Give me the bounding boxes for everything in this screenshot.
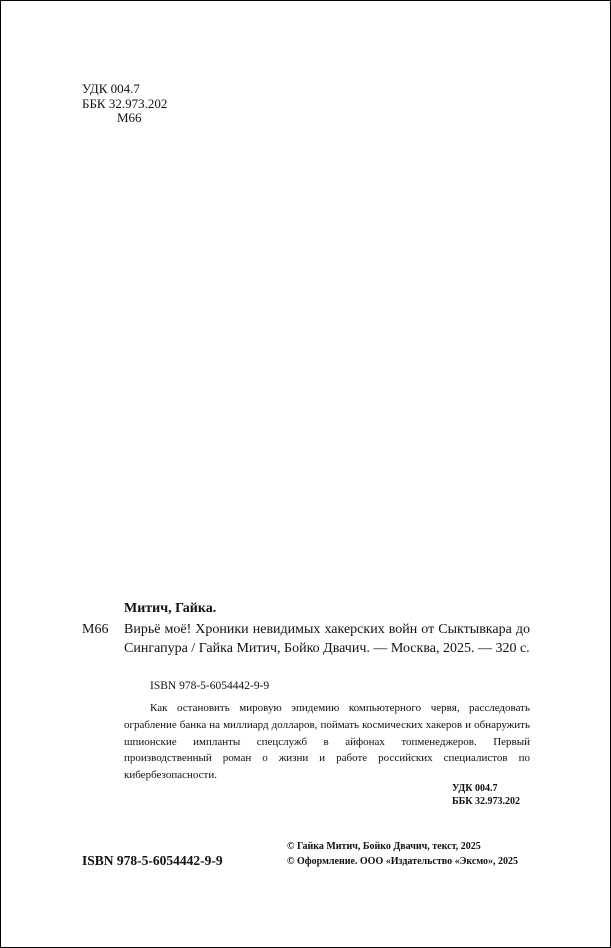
isbn-footer: ISBN 978-5-6054442-9-9: [82, 853, 223, 868]
udk-code: УДК 004.7: [82, 81, 140, 96]
author-heading: Митич, Гайка.: [124, 601, 217, 616]
classification-codes-top: [82, 82, 167, 126]
classification-codes-bottom: [452, 782, 520, 808]
copyright-text: © Гайка Митич, Бойко Двачич, текст, 2025: [287, 841, 481, 852]
author-mark: М66: [117, 110, 142, 125]
bbk-code: ББК 32.973.202: [82, 95, 168, 111]
author-mark-side: М66: [82, 622, 109, 637]
isbn-record: ISBN 978-5-6054442-9-9: [150, 680, 270, 692]
udk-code-bottom: УДК 004.7: [452, 783, 498, 794]
bbk-code-bottom: ББК 32.973.202: [452, 796, 520, 807]
copyright-design: © Оформление. ООО «Издательство «Эксмо», 2025: [287, 855, 518, 867]
copyright-block: [287, 840, 518, 869]
bibliographic-description: Вирьё моё! Хроники невидимых хакерских войн от Сыктывкара до Сингапура / Гайка Митич, Бойко Двачич. — Москва, 2025. — 320 с.: [124, 622, 530, 656]
annotation: Как остановить мировую эпидемию компьютерного червя, расследовать ограбление банка на миллиард долларов, поймать космических хакеров и обнаружить шпионские импланты спецслужб в айфонах топменеджеров. Первый производственный роман о жизни и работе российских специалистов по кибербезопасности.: [124, 702, 530, 782]
